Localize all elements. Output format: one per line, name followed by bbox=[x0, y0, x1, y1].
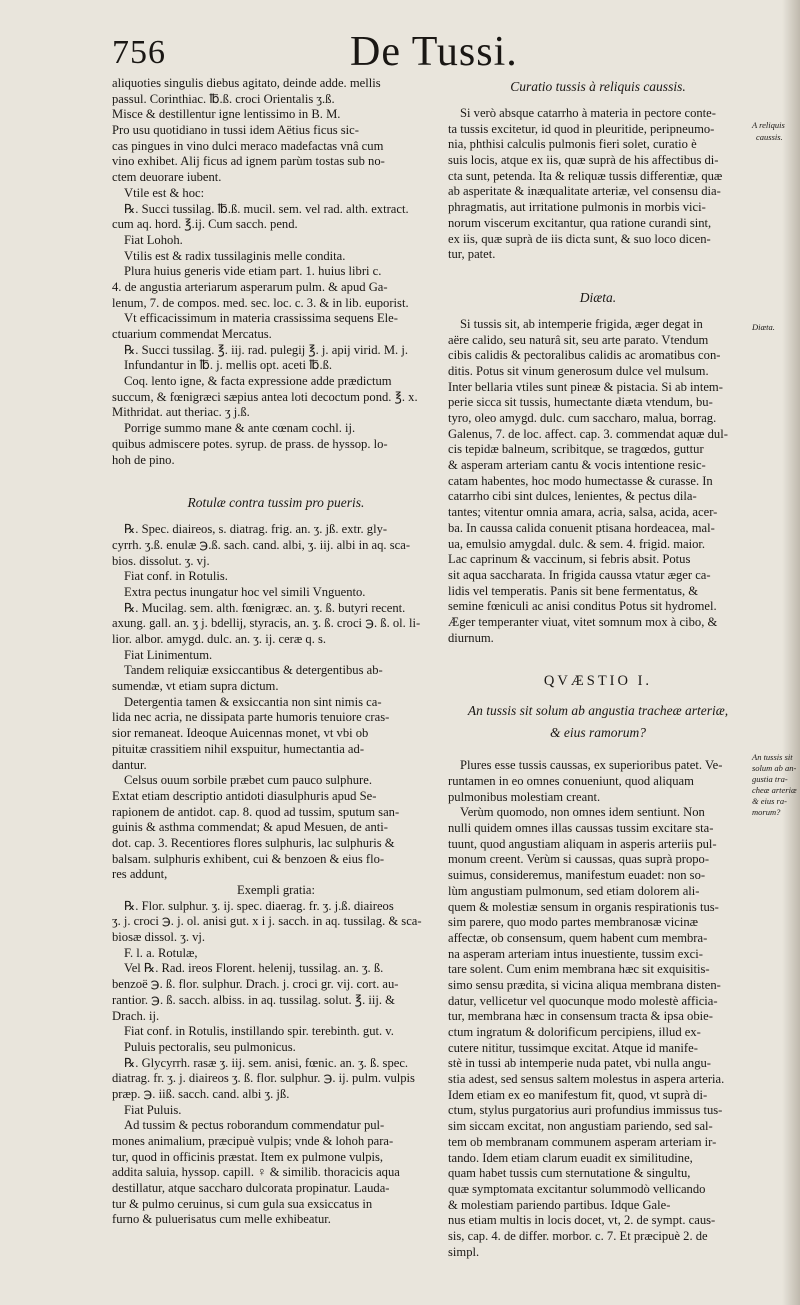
text-line: Fiat conf. in Rotulis. bbox=[124, 569, 228, 584]
text-line: mones animalium, præcipuè vulpis; vnde & lohoh para- bbox=[112, 1134, 394, 1148]
spacer bbox=[448, 744, 748, 758]
margin-note: An tussis sit bbox=[752, 752, 793, 762]
text-line: Plura huius generis vide etiam part. 1. huius libri c. bbox=[124, 264, 382, 279]
text-line: catarrho cibi sint dulces, lenientes, & pectus dila- bbox=[448, 489, 697, 504]
text-line: Infundantur in ℔. j. mellis opt. aceti ℔.ß. bbox=[124, 358, 333, 373]
text-line: quam habet tussis cum sternutatione & singultu, bbox=[448, 1166, 691, 1181]
text-line: aliquoties singulis diebus agitato, deinde adde. mellis bbox=[112, 76, 381, 90]
text-line: Lac caprinum & vaccinum, si febris absit. Potus bbox=[448, 552, 691, 567]
text-line: pulmonibus molestiam creant. bbox=[448, 789, 601, 804]
text-line: diatrag. fr. ʒ. j. diaireos ʒ. ß. flor. sulphur. ℈. ij. pulm. vulpis bbox=[112, 1071, 415, 1086]
text-line: ditis. Potus sit vinum generosum dulce vel mulsum. bbox=[448, 363, 709, 378]
text-line: lida nec acria, ne dissipata parte humoris tenuiore cras- bbox=[112, 710, 390, 725]
text-line: Galenus, 7. de loc. affect. cap. 3. commendat aquæ dul- bbox=[448, 426, 728, 441]
text-line: ctem deuorare iubent. bbox=[112, 170, 222, 185]
text-line: tyro, oleo amygd. dulc. cum saccharo, malua, borrag. bbox=[448, 411, 717, 425]
section-heading: Curatio tussis à reliquis caussis. bbox=[510, 79, 686, 94]
text-line: simpl. bbox=[448, 1244, 480, 1259]
text-line: nia, phthisi calculis pulmonis fieri solet, curatio è bbox=[448, 137, 697, 152]
text-line: Celsus ouum sorbile præbet cum pauco sulphure. bbox=[124, 773, 372, 788]
text-line: Puluis pectoralis, seu pulmonicus. bbox=[124, 1039, 296, 1054]
text-line: pituitæ crassitiem nihil exspuitur, humectantia ad- bbox=[112, 741, 365, 756]
text-line: tur, patet. bbox=[448, 247, 496, 262]
text-line: perie sicca sit tussis, humectante diæta vtendum, bu- bbox=[448, 395, 713, 410]
text-line: sior remaneat. Ideoque Auicennas monet, vt vbi ob bbox=[112, 726, 369, 741]
text-line: Exempli gratia: bbox=[237, 883, 315, 897]
text-line: lenum, 7. de compos. med. sec. loc. c. 3. & in lib. euporist. bbox=[112, 295, 409, 310]
text-line: ℞. Mucilag. sem. alth. fœnigræc. an. ʒ. ß. butyri recent. bbox=[124, 600, 406, 615]
section-heading: Diæta. bbox=[579, 289, 617, 305]
text-line: ua, emulsio amygdal. dulc. & sem. 4. frigid. maior. bbox=[448, 536, 706, 551]
page-header bbox=[112, 24, 772, 74]
text-line: axung. gall. an. ʒ j. bdellij, styracis, an. ʒ. ß. croci ℈. ß. ol. li- bbox=[112, 616, 421, 631]
text-line: quæ symptomata excitantur solummodò vellicando bbox=[448, 1181, 706, 1196]
spacer bbox=[448, 692, 748, 700]
text-line: Vt efficacissimum in materia crassissima sequens Ele- bbox=[124, 311, 398, 326]
text-line: tare solent. Cum enim membrana hæc sit exquisitis- bbox=[448, 962, 710, 977]
text-line: Plures esse tussis caussas, ex superioribus patet. Ve- bbox=[460, 758, 723, 773]
text-line: norum viscerum excitantur, qua ratione curandi sint, bbox=[448, 215, 712, 230]
margin-note: solum ab an- bbox=[752, 763, 797, 773]
text-line: aëre calido, seu naturâ sit, seu arte parato. Vtendum bbox=[448, 332, 709, 347]
spacer bbox=[448, 98, 748, 106]
text-line: stia adest, sed sensus saltem molestus in aspera arteria. bbox=[448, 1072, 725, 1087]
page-number: 756 bbox=[112, 34, 166, 71]
text-line: ℞. Spec. diaireos, s. diatrag. frig. an. ʒ. jß. extr. gly- bbox=[124, 522, 388, 537]
text-line: Æger temperanter viuat, vitet somnum mox à cibo, & bbox=[448, 614, 718, 629]
text-line: guinis & asthma commendat; & apud Mesuen, de anti- bbox=[112, 820, 388, 835]
right-text-column bbox=[448, 76, 748, 1260]
text-line: dot. cap. 3. Recentiores flores sulphuris, lac sulphuris & bbox=[112, 835, 395, 850]
text-line: Fiat Linimentum. bbox=[124, 647, 213, 662]
text-line: Vtilis est & radix tussilaginis melle condita. bbox=[124, 248, 346, 263]
margin-note: A reliquis bbox=[752, 120, 785, 130]
text-line: balsam. sulphuris exhibent, cui & benzoen & eius flo- bbox=[112, 851, 385, 866]
text-line: Si tussis sit, ab intemperie frigida, æger degat in bbox=[460, 316, 703, 331]
text-line: biosæ dissol. ʒ. vj. bbox=[112, 930, 206, 945]
text-line: præp. ℈. iiß. sacch. cand. albi ʒ. jß. bbox=[112, 1086, 290, 1101]
text-line: lùm angustiam pulmonum, sed etiam dolorem ali- bbox=[448, 883, 700, 898]
text-line: ctum ingratum & dolorificum percipiens, illud ex- bbox=[448, 1025, 701, 1039]
text-line: rantior. ℈. ß. sacch. albiss. in aq. tussilag. solut. ℥. iij. & bbox=[112, 992, 395, 1007]
text-line: monum creent. Verùm si caussas, quas suprà propo- bbox=[448, 852, 710, 867]
margin-note: gustia tra- bbox=[752, 774, 788, 784]
margin-note: Diæta. bbox=[752, 322, 775, 332]
text-line: sumendæ, vt etiam supra dictum. bbox=[112, 679, 279, 694]
text-line: ex iis, quæ suprà de iis dicta sunt, & suo loco dicen- bbox=[448, 231, 711, 246]
text-line: sit aqua saccharata. In frigida caussa vtatur æger ca- bbox=[448, 567, 711, 582]
text-line: quibus admiscere potes. syrup. de prass. de hyssop. lo- bbox=[112, 436, 388, 451]
text-line: Vel ℞. Rad. ireos Florent. helenij, tussilag. an. ʒ. ß. bbox=[124, 961, 384, 976]
text-line: ctum, stylus purgatorius auri profundius immissus tus- bbox=[448, 1103, 723, 1118]
text-line: lidis vel temperatis. Panis sit bene fermentatus, & bbox=[448, 583, 699, 598]
spacer bbox=[112, 514, 440, 522]
text-line: phragmatis, aut irritatione pulmonis in morbis vici- bbox=[448, 200, 706, 215]
text-line: na asperam arteriam intus inuestiente, tussim exci- bbox=[448, 946, 703, 961]
text-line: cyrrh. ʒ.ß. enulæ ℈.ß. sach. cand. albi, ʒ. iij. albi in aq. sca- bbox=[112, 537, 411, 552]
text-line: quem & molestiæ sensum in organis respirationis tus- bbox=[448, 899, 719, 914]
text-line: 4. de angustia arteriarum asperarum pulm. & apud Ga- bbox=[112, 279, 388, 294]
left-text-column bbox=[112, 76, 440, 1228]
text-line: ab asperitate & inæqualitate arteriæ, vel consensu dia- bbox=[448, 184, 721, 199]
text-line: hoh de pino. bbox=[112, 452, 175, 467]
text-line: bios. dissolut. ʒ. vj. bbox=[112, 553, 210, 568]
text-line: cutere nititur, tussimque excitat. Atque id manife- bbox=[448, 1040, 698, 1055]
text-line: ta tussis excitetur, id quod in pleuritide, peripneumo- bbox=[448, 121, 715, 136]
text-line: suimus, consideremus, manifestum euadet: non so- bbox=[448, 868, 706, 883]
spacer bbox=[448, 646, 748, 670]
text-line: sim parere, quo modo partes membranosæ vicinæ bbox=[448, 915, 699, 930]
text-line: cibis calidis & pectoralibus calidis ac aromatibus con- bbox=[448, 348, 721, 363]
text-line: succum, & fœnigræci sæpius antea loti decoctum pond. ℥. x. bbox=[112, 389, 418, 404]
margin-note: morum? bbox=[752, 807, 781, 817]
text-line: ʒ. j. croci ℈. j. ol. anisi gut. x i j. sacch. in aq. tussilag. & sca- bbox=[112, 914, 422, 929]
spacer bbox=[112, 468, 440, 492]
text-line: semine fœniculi ac anisi conditus Potus sit hydromel. bbox=[448, 599, 717, 614]
text-line: Vtile est & hoc: bbox=[124, 185, 205, 200]
text-line: ℞. Glycyrrh. rasæ ʒ. iij. sem. anisi, fœnic. an. ʒ. ß. spec. bbox=[124, 1055, 409, 1070]
text-line: cis tepidæ balneum, scribitque, se tragœdos, guttur bbox=[448, 442, 704, 457]
section-heading: An tussis sit solum ab angustia tracheæ arteriæ, bbox=[467, 703, 729, 719]
text-line: addita saluia, hyssop. capill. ♀ & similib. thoracicis aqua bbox=[112, 1165, 400, 1180]
text-line: Porrige summo mane & ante cœnam cochl. ij. bbox=[124, 421, 356, 436]
text-line: tuunt, quod angustiam aliquam in asperis arteriis pul- bbox=[448, 836, 717, 851]
text-line: Fiat conf. in Rotulis, instillando spir. terebinth. gut. v. bbox=[124, 1024, 394, 1039]
text-line: ℞. Succi tussilag. ℔.ß. mucil. sem. vel rad. alth. extract. bbox=[124, 201, 409, 216]
text-line: sim siccam excitat, non angustiam pariendo, sed sal- bbox=[448, 1119, 713, 1134]
text-line: vino exhibet. Alij ficus ad ignem parùm tostas sub no- bbox=[112, 154, 385, 169]
text-line: cas pingues in vino dulci meraco madefactas vnâ cum bbox=[112, 138, 384, 153]
text-line: Verùm quomodo, non omnes idem sentiunt. Non bbox=[460, 805, 705, 820]
text-line: Detergentia tamen & exsiccantia non sint nimis ca- bbox=[124, 694, 382, 709]
text-line: dantur. bbox=[112, 757, 147, 772]
text-line: Drach. ij. bbox=[112, 1008, 160, 1023]
text-line: ctuarium commendat Mercatus. bbox=[112, 327, 272, 341]
text-line: datur, vellicetur vel quocunque modo molestè afficia- bbox=[448, 993, 718, 1008]
text-line: Inter bellaria vtiles sunt pineæ & pistacia. Si ab intem- bbox=[448, 379, 723, 394]
text-line: F. l. a. Rotulæ, bbox=[124, 945, 198, 960]
text-line: simo sensu prædita, si vicina aliqua membrana disten- bbox=[448, 977, 721, 992]
margin-note: & eius ra- bbox=[752, 796, 787, 806]
text-line: cum aq. hord. ℥.ij. Cum sacch. pend. bbox=[112, 217, 298, 232]
section-heading: & eius ramorum? bbox=[549, 725, 646, 741]
text-line: ℞. Succi tussilag. ℥. iij. rad. pulegij ℥. j. apij virid. M. j. bbox=[124, 342, 408, 357]
text-line: rapionem de antidot. cap. 8. quod ad tussim, sputum san- bbox=[112, 804, 400, 819]
text-line: suis locis, atque ex iis, quæ suprà de his affectibus di- bbox=[448, 153, 719, 168]
text-line: nulli quidem omnes illas caussas tussim excitare sta- bbox=[448, 821, 714, 836]
text-line: Ad tussim & pectus roborandum commendatur pul- bbox=[124, 1118, 385, 1133]
text-line: passul. Corinthiac. ℔.ß. croci Orientalis ʒ.ß. bbox=[112, 91, 335, 106]
margin-note: cheæ arteriæ bbox=[752, 785, 797, 795]
spacer bbox=[448, 309, 748, 317]
text-line: nus etiam multis in locis docet, vt, 2. de sympt. caus- bbox=[448, 1213, 716, 1228]
running-title: De Tussi. bbox=[350, 29, 518, 75]
text-line: diurnum. bbox=[448, 630, 494, 645]
text-line: Extat etiam descriptio antidoti diasulphuris apud Se- bbox=[112, 788, 377, 803]
text-line: catam habentes, hoc modo humectasse & curasse. In bbox=[448, 473, 713, 488]
text-line: ℞. Flor. sulphur. ʒ. ij. spec. diaerag. fr. ʒ. j.ß. diaireos bbox=[124, 898, 394, 913]
text-line: tem ob membranam communem asperam arteriam ir- bbox=[448, 1134, 717, 1149]
text-line: Coq. lento igne, & facta expressione adde prædictum bbox=[124, 374, 392, 389]
text-line: Pro usu quotidiano in tussi idem Aëtius ficus sic- bbox=[112, 123, 359, 138]
text-line: stè in tussi ab intemperie nuda patet, vbi nulla angu- bbox=[448, 1056, 712, 1071]
text-line: cta sunt, petenda. Ita & reliquæ tussis differentiæ, quæ bbox=[448, 168, 723, 183]
text-line: runtamen in eo omnes conueniunt, quod aliquam bbox=[448, 774, 694, 788]
text-line: Si verò absque catarrho à materia in pectore conte- bbox=[460, 106, 716, 120]
text-line: Idem etiam ex eo manifestum fit, quod, vt suprà di- bbox=[448, 1087, 708, 1102]
text-line: affectæ, ob consensum, quem habent cum membra- bbox=[448, 930, 708, 945]
text-line: ba. In caussa calida conuenit ptisana hordeacea, mal- bbox=[448, 520, 715, 535]
margin-note: caussis. bbox=[756, 132, 783, 142]
text-line: destillatur, atque saccharo dulcorata propinatur. Lauda- bbox=[112, 1181, 390, 1196]
text-line: & molestiam pariendo partibus. Idque Gale- bbox=[448, 1197, 671, 1212]
text-line: res addunt, bbox=[112, 867, 168, 882]
text-line: tantes; vitentur omnia amara, acria, salsa, acida, acer- bbox=[448, 505, 718, 520]
text-line: & asperam arteriam cantu & vocis intentione resic- bbox=[448, 458, 706, 473]
spacer bbox=[448, 263, 748, 287]
section-heading: Rotulæ contra tussim pro pueris. bbox=[187, 495, 365, 511]
text-line: sis, cap. 4. de differ. morbor. c. 7. Et præcipuè 2. de bbox=[448, 1228, 708, 1243]
text-line: tur, quod in officinis præstat. Item ex pulmone vulpis, bbox=[112, 1149, 384, 1164]
text-line: benzoë ℈. ß. flor. sulphur. Drach. j. croci gr. vij. cort. au- bbox=[112, 977, 399, 992]
text-line: Extra pectus inungatur hoc vel simili Vnguento. bbox=[124, 584, 366, 599]
text-line: Misce & destillentur igne lentissimo in B. M. bbox=[112, 107, 341, 122]
text-line: furno & puluerisatus cum melle exhibeatur. bbox=[112, 1212, 331, 1227]
text-line: tando. Idem etiam clarum euadit ex similitudine, bbox=[448, 1150, 693, 1165]
text-line: tur & pulmo ceruinus, si cum gula sua exsiccatus in bbox=[112, 1196, 373, 1211]
text-line: Fiat Puluis. bbox=[124, 1102, 182, 1117]
page-gutter-shadow bbox=[782, 0, 800, 1305]
text-line: Mithridat. aut theriac. ʒ j.ß. bbox=[112, 405, 250, 420]
text-line: Fiat Lohoh. bbox=[124, 232, 183, 247]
text-line: tur, membrana hæc in consensum tracta & ipsa obie- bbox=[448, 1009, 713, 1024]
text-line: Tandem reliquiæ exsiccantibus & detergentibus ab- bbox=[124, 663, 383, 678]
section-heading: QVÆSTIO I. bbox=[543, 673, 653, 690]
text-line: lior. albor. amygd. dulc. an. ʒ. ij. ceræ q. s. bbox=[112, 632, 327, 646]
